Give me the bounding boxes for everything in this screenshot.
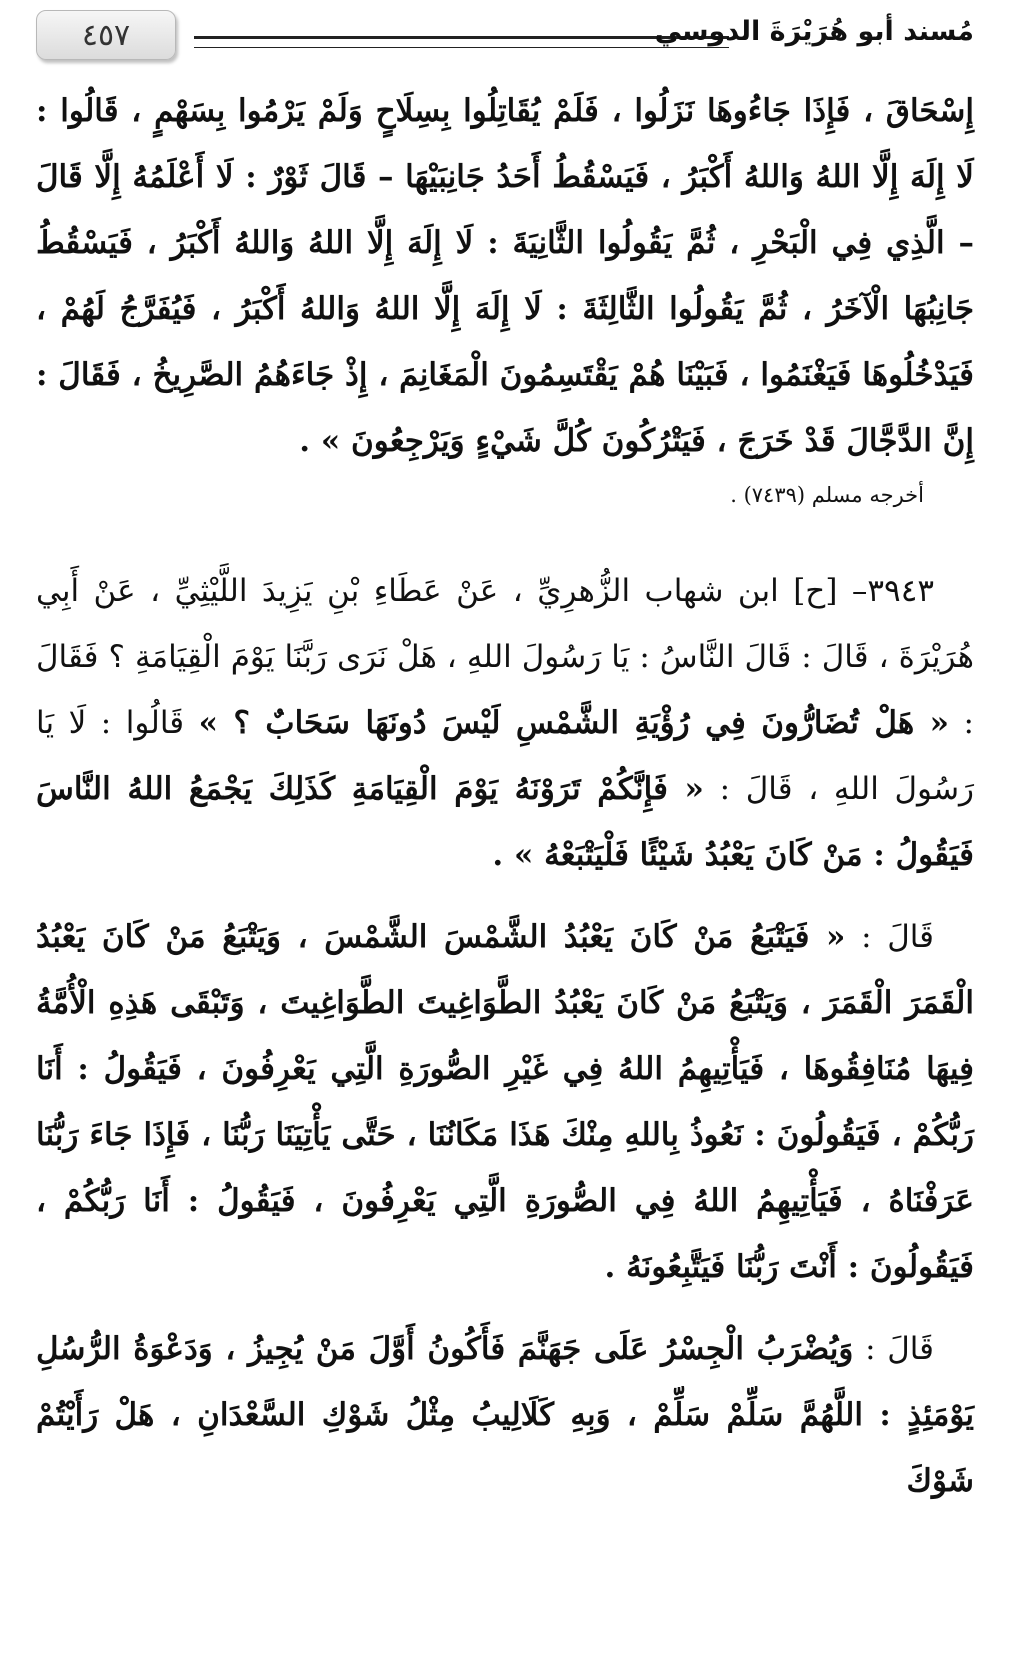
hadith-3943-p2-lead: قَالَ : (861, 919, 935, 955)
hadith-3943-narration-2: قَالُوا : لَا يَا رَسُولَ اللهِ ، قَالَ : (36, 705, 975, 807)
hadith-3943-paragraph-2 (36, 904, 974, 1300)
hadith-3943-p3-lead: قَالَ : (865, 1331, 934, 1367)
paragraph-gap (36, 888, 974, 904)
hadith-3943-prophet-quote-2: « فَإِنَّكُمْ تَرَوْنَهُ يَوْمَ الْقِيَامَةِ كَذَلِكَ يَجْمَعُ اللهُ النَّاسَ فَيَقُولُ : مَنْ كَانَ يَعْبُدُ شَيْئًا فَلْيَتْبَعْهُ » . (36, 771, 974, 873)
hadith-3943-p3-quote: وَيُضْرَبُ الْجِسْرُ عَلَى جَهَنَّمَ فَأَكُونُ أَوَّلَ مَنْ يُجِيزُ ، وَدَعْوَةُ الرُّسُلِ يَوْمَئِذٍ : اللَّهُمَّ سَلِّمْ سَلِّمْ ، وَبِهِ كَلَالِيبُ مِثْلُ شَوْكِ السَّعْدَانِ ، هَلْ رَأَيْتُمْ شَوْكَ (36, 1331, 974, 1499)
page-body (36, 78, 974, 1514)
page-header (36, 10, 974, 62)
hadith-3942-source: أخرجه مسلم (٧٤٣٩) . (730, 483, 924, 507)
hadith-3943-chain: ٣٩٤٣– [ح] ابن شهاب الزُّهرِيِّ ، عَنْ عَطَاءِ بْنِ يَزِيدَ اللَّيْثِيِّ ، عَنْ أَبِي هُرَيْرَةَ ، (36, 573, 975, 675)
header-divider (194, 36, 729, 48)
hadith-3942-text: إِسْحَاقَ ، فَإِذَا جَاءُوهَا نَزَلُوا ، فَلَمْ يُقَاتِلُوا بِسِلَاحٍ وَلَمْ يَرْمُوا بِسَهْمٍ ، قَالُوا : لَا إِلَهَ إِلَّا اللهُ وَاللهُ أَكْبَرُ ، فَيَسْقُطُ أَحَدُ جَانِبَيْهَا – قَالَ ثَوْرٌ : لَا أَعْلَمُهُ إِلَّا قَالَ – الَّذِي فِي الْبَحْرِ ، ثُمَّ يَقُولُوا الثَّانِيَةَ : لَا إِلَهَ إِلَّا اللهُ وَاللهُ أَكْبَرُ ، فَيَسْقُطُ جَانِبُهَا الْآخَرُ ، ثُمَّ يَقُولُوا الثَّالِثَةَ : لَا إِلَهَ إِلَّا اللهُ وَاللهُ أَكْبَرُ ، فَيُفَرَّجُ لَهُمْ ، فَيَدْخُلُوهَا فَيَغْنَمُوا ، فَبَيْنَا هُمْ يَقْتَسِمُونَ الْمَغَانِمَ ، إِذْ جَاءَهُمُ الصَّرِيخُ ، فَقَالَ : إِنَّ الدَّجَّالَ قَدْ خَرَجَ ، فَيَتْرُكُونَ كُلَّ شَيْءٍ وَيَرْجِعُونَ » . (36, 93, 974, 459)
hadith-3943-p2-quote: « فَيَتْبَعُ مَنْ كَانَ يَعْبُدُ الشَّمْسَ الشَّمْسَ ، وَيَتْبَعُ مَنْ كَانَ يَعْبُدُ الْقَمَرَ الْقَمَرَ ، وَيَتْبَعُ مَنْ كَانَ يَعْبُدُ الطَّوَاغِيتَ الطَّوَاغِيتَ ، وَتَبْقَى هَذِهِ الْأُمَّةُ فِيهَا مُنَافِقُوهَا ، فَيَأْتِيهِمُ اللهُ فِي غَيْرِ الصُّورَةِ الَّتِي يَعْرِفُونَ ، فَيَقُولُ : أَنَا رَبُّكُمْ ، فَيَقُولُونَ : نَعُوذُ بِاللهِ مِنْكَ هَذَا مَكَانُنَا ، حَتَّى يَأْتِيَنَا رَبُّنَا ، فَإِذَا جَاءَ رَبُّنَا عَرَفْنَاهُ ، فَيَأْتِيهِمُ اللهُ فِي الصُّورَةِ الَّتِي يَعْرِفُونَ ، فَيَقُولُ : أَنَا رَبُّكُمْ ، فَيَقُولُونَ : أَنْتَ رَبُّنَا فَيَتَّبِعُونَهُ . (36, 919, 974, 1285)
hadith-3943-narration: قَالَ : قَالَ النَّاسُ : يَا رَسُولَ اللهِ ، هَلْ نَرَى رَبَّنَا يَوْمَ الْقِيَامَةِ ؟ فَقَالَ : (36, 639, 974, 741)
page-number: ٤٥٧ (36, 10, 176, 60)
running-title: مُسند أبو هُرَيْرَةَ الدوسي (654, 16, 974, 47)
hadith-3943-paragraph-1 (36, 558, 974, 888)
paragraph-gap-2 (36, 1300, 974, 1316)
hadith-3943-paragraph-3 (36, 1316, 974, 1514)
hadith-3943-prophet-quote-1: « هَلْ تُضَارُّونَ فِي رُؤْيَةِ الشَّمْسِ لَيْسَ دُونَهَا سَحَابٌ ؟ » (198, 705, 950, 741)
